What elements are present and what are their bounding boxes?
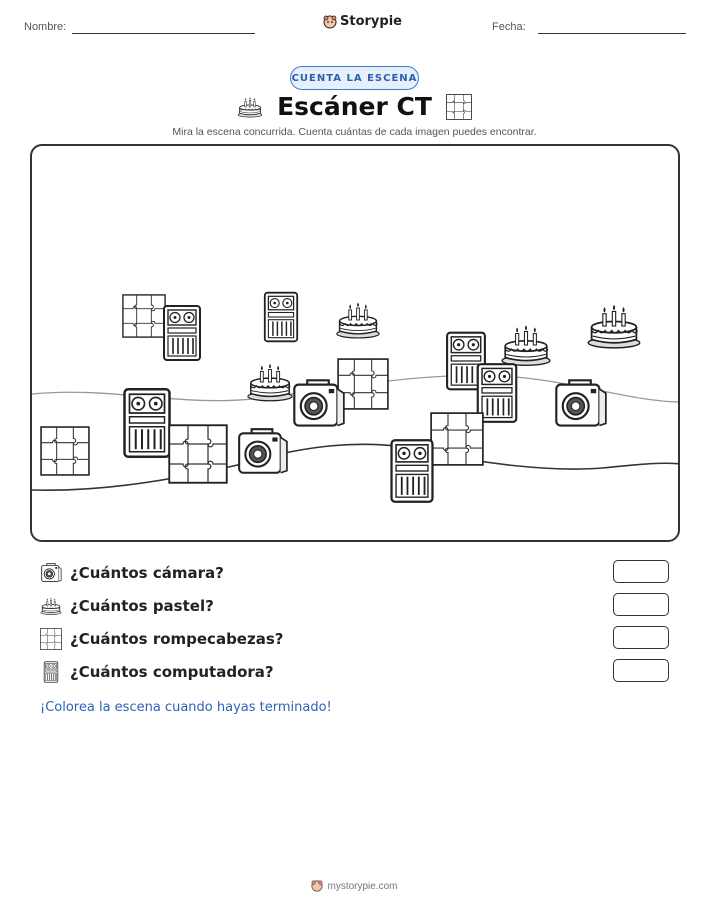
instructions: Mira la escena concurrida. Cuenta cuántas de cada imagen puedes encontrar. [172,126,537,138]
cake-item [502,325,550,365]
brand [323,14,402,29]
puzzle-icon [446,94,472,120]
computer-item [125,389,170,457]
date-line[interactable] [538,33,686,34]
question-text: ¿Cuántos pastel? [70,597,214,615]
camera-item [556,380,606,425]
puzzle-icon [40,628,62,650]
site-url[interactable]: mystorypie.com [327,880,398,892]
storypie-logo-icon [323,15,337,29]
question-text: ¿Cuántos cámara? [70,564,224,582]
title-text: Escáner CT [277,92,432,121]
storypie-logo-icon [311,880,323,892]
question-text: ¿Cuántos computadora? [70,663,274,681]
site-footer [0,880,709,892]
puzzle-item [41,427,89,475]
cake-item [588,305,640,348]
puzzle-item [338,359,388,409]
answer-box-camera[interactable] [613,560,669,583]
answer-box-cake[interactable] [613,593,669,616]
question-row-camera [40,561,224,585]
camera-item [239,429,287,473]
puzzle-item [169,425,227,483]
date-label: Fecha: [492,21,526,33]
name-label: Nombre: [24,21,67,33]
answer-box-puzzle[interactable] [613,626,669,649]
computer-item [265,293,297,342]
brand-name: Storypie [340,14,402,29]
cake-icon [237,94,263,120]
page-title [0,92,709,126]
camera-icon [40,562,62,584]
computer-item [164,306,200,360]
name-line[interactable] [72,33,255,34]
camera-item [294,380,344,425]
cake-item [337,303,379,338]
activity-tag: CUENTA LA ESCENA [290,66,419,90]
coloring-note: ¡Colorea la escena cuando hayas terminado! [40,700,332,715]
question-row-cake [40,594,214,618]
answer-box-computer[interactable] [613,659,669,682]
puzzle-item [431,413,483,465]
question-row-puzzle [40,627,283,651]
cake-item [248,364,292,401]
scene-illustration [32,146,680,542]
computer-icon [40,661,62,683]
question-row-computer [40,660,274,684]
cake-icon [40,595,62,617]
question-text: ¿Cuántos rompecabezas? [70,630,284,648]
computer-item [392,440,433,501]
scene-frame [30,144,680,542]
puzzle-item [123,295,165,337]
